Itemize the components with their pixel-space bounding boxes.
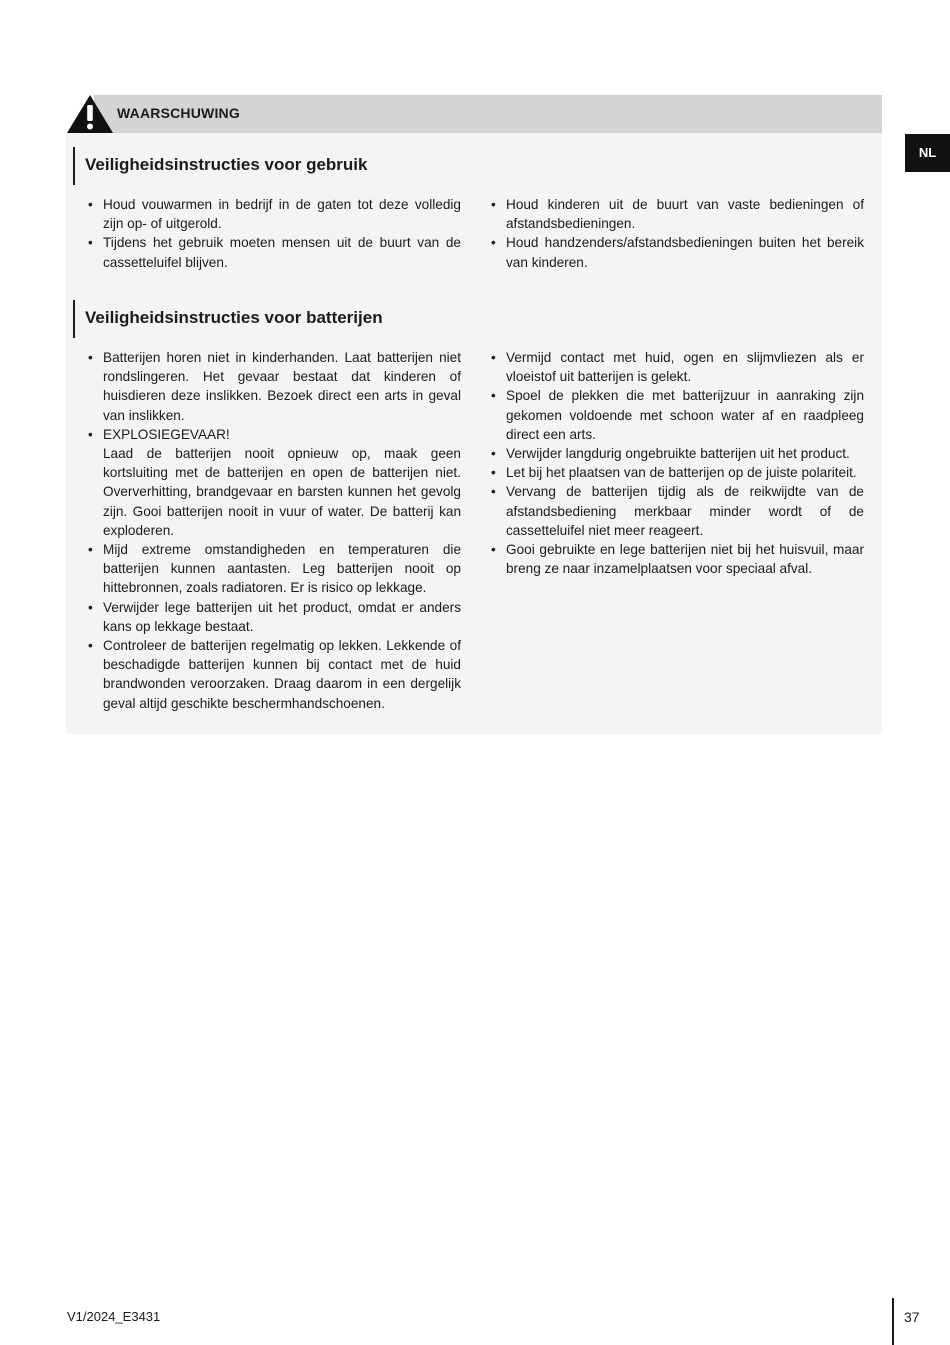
battery-list-right [488,348,864,578]
list-item: • Gooi gebruikte en lege batterijen niet bij het huisvuil, maar breng ze naar inzamelplaatsen voor speciaal afval. [488,540,864,578]
use-list-right [488,195,864,272]
battery-list-left [85,348,461,713]
list-item: • Houd kinderen uit de buurt van vaste bedieningen of afstandsbedieningen. [488,195,864,233]
footer-divider [892,1298,894,1345]
list-item-explosion [85,425,461,540]
list-item: • Vervang de batterijen tijdig als de reikwijdte van de afstandsbediening merkbaar minder wordt of de cassetteluifel niet meer reageert. [488,482,864,540]
list-item: • Mijd extreme omstandigheden en temperaturen die batterijen kunnen aantasten. Leg batterijen nooit op hittebronnen, zoals radiatoren. Er is risico op lekkage. [85,540,461,598]
use-list-left [85,195,461,272]
list-item: • Let bij het plaatsen van de batterijen op de juiste polariteit. [488,463,864,482]
explosion-warning-title: • EXPLOSIEGEVAAR! [103,426,230,442]
document-version: V1/2024_E3431 [67,1309,161,1324]
explosion-warning-detail: Laad de batterijen nooit opnieuw op, maak geen kortsluiting met de batterijen en open de batterijen niet. Oververhitting, brandgevaar en barsten kunnen het gevolg zijn. Gooi batterijen nooit in vuur of water. De batterij kan exploderen. [103,446,461,538]
list-item: • Verwijder lege batterijen uit het product, omdat er anders kans op lekkage bestaat. [85,598,461,636]
section-heading-use: Veiligheidsinstructies voor gebruik [73,147,367,185]
list-item: • Tijdens het gebruik moeten mensen uit de buurt van de cassetteluifel blijven. [85,233,461,271]
list-item: • Verwijder langdurig ongebruikte batterijen uit het product. [488,444,864,463]
warning-label: WAARSCHUWING [117,105,240,121]
language-tab: NL [905,134,950,172]
list-item: • Houd handzenders/afstandsbedieningen buiten het bereik van kinderen. [488,233,864,271]
list-item: • Spoel de plekken die met batterijzuur in aanraking zijn gekomen voldoende met schoon water af en raadpleeg direct een arts. [488,386,864,444]
warning-triangle-icon [66,94,114,134]
page-number: 37 [904,1309,920,1325]
list-item: • Batterijen horen niet in kinderhanden. Laat batterijen niet rondslingeren. Het gevaar bestaat dat kinderen of huisdieren deze inslikken. Bezoek direct een arts in geval van inslikken. [85,348,461,425]
list-item: • Houd vouwarmen in bedrijf in de gaten tot deze volledig zijn op- of uitgerold. [85,195,461,233]
list-item: • Vermijd contact met huid, ogen en slijmvliezen als er vloeistof uit batterijen is gelekt. [488,348,864,386]
section-heading-batteries: Veiligheidsinstructies voor batterijen [73,300,383,338]
list-item: • Controleer de batterijen regelmatig op lekken. Lekkende of beschadigde batterijen kunnen bij contact met de huid brandwonden veroorzaken. Draag daarom in een dergelijk geval altijd geschikte beschermhandschoenen. [85,636,461,713]
